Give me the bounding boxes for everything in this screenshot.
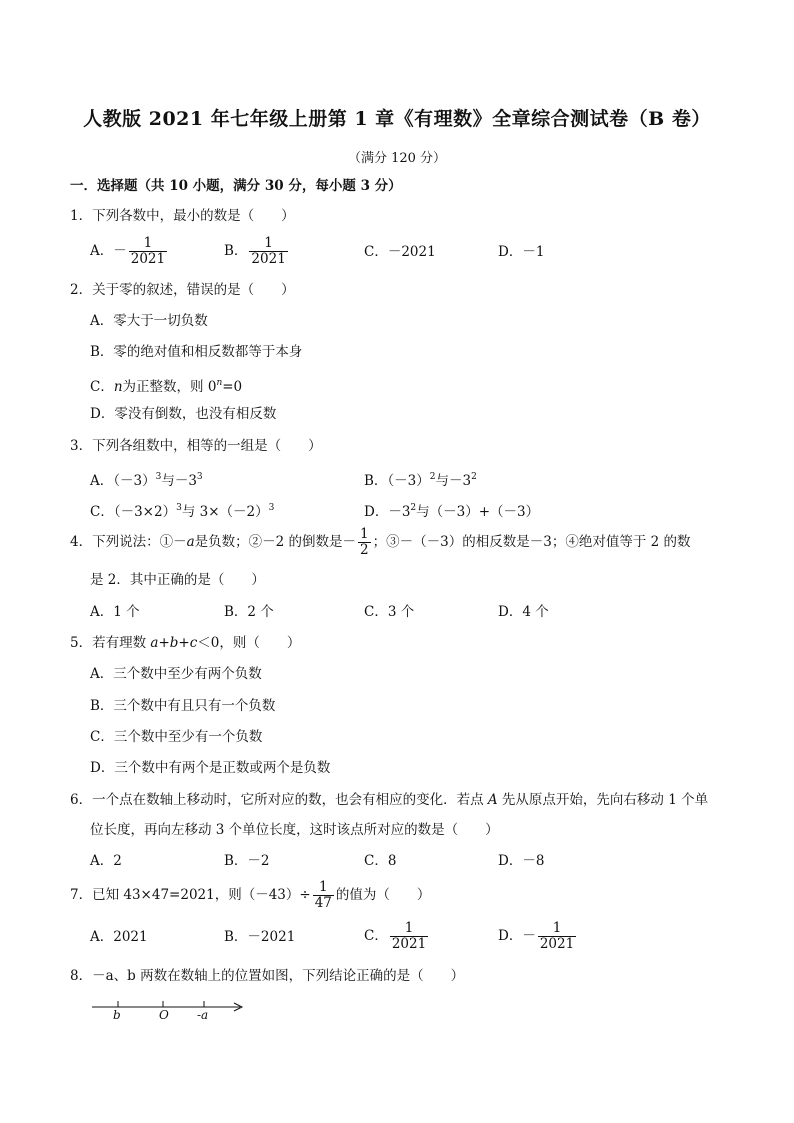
q3-c-2: 3 [176,503,182,513]
q2-option-c [90,374,242,396]
q1-a-label: A．－ [90,243,127,259]
axis-label-origin: O [159,1008,169,1022]
axis-label-neg-a: -a [197,1008,209,1022]
q7-stem-1: 7．已知 43×47=2021，则（－43）÷ [70,887,311,903]
q4-frac-num: 1 [360,526,369,542]
q5-option-d: D．三个数中有两个是正数或两个是负数 [90,760,331,776]
q1-a-num: 1 [129,236,167,252]
q1-b-label: B． [224,243,248,259]
q1-option-c: C．－2021 [364,244,436,260]
q3-c-4: 3 [268,503,275,513]
q7-stem [70,880,430,911]
q4-stem-line2: 是 2．其中正确的是（ ） [90,572,265,588]
q4-frac-den: 2 [360,542,369,558]
q1-a-fraction [129,236,167,267]
q2-c-mid: 为正整数，则 0 [122,379,217,395]
q4-stem-2: 是负数；②－2 的倒数是－ [194,534,357,550]
q3-option-c [90,499,274,521]
q6-stem-1: 6．一个点在数轴上移动时，它所对应的数，也会有相应的变化．若点 [70,792,488,808]
q4-option-a: A．1 个 [90,604,140,620]
q7-c-den: 2021 [391,936,427,952]
q2-option-d: D．零没有倒数，也没有相反数 [90,406,277,422]
q3-option-d [364,499,539,521]
q2-option-b: B．零的绝对值和相反数都等于本身 [90,344,303,360]
q1-option-b [224,236,290,267]
q4-option-c: C．3 个 [364,604,415,620]
q7-option-c [364,921,430,952]
q7-c-fraction [390,921,428,952]
q6-stem-var: A [487,792,498,808]
q8-stem: 8．－a、b 两数在数轴上的位置如图，下列结论正确的是（ ） [70,968,465,984]
q5-stem-expr: a+b+c [150,635,198,651]
q1-b-num: 1 [249,236,287,252]
q3-b-2: 2 [429,472,436,482]
q6-option-c: C．8 [364,853,397,869]
q7-d-fraction [538,921,576,952]
q3-a-1: A．（－3） [90,473,156,489]
q4-fraction [358,527,371,558]
q2-c-sup: n [216,378,223,388]
q7-fraction [313,880,334,911]
q3-b-1: B．（－3） [364,473,430,489]
q1-a-den: 2021 [130,251,166,267]
page-title: 人教版 2021 年七年级上册第 1 章《有理数》全章综合测试卷（B 卷） [83,108,711,130]
q3-a-2: 3 [155,472,162,482]
q4-option-d: D．4 个 [498,604,549,620]
q5-option-c: C．三个数中至少有一个负数 [90,729,263,745]
q6-option-a: A．2 [90,853,122,869]
q3-c-1: C．（－3×2） [90,504,177,520]
q2-c-suffix: =0 [222,379,243,395]
q5-stem-2: ＜0，则（ ） [197,635,301,651]
q2-c-var: n [113,379,123,395]
q1-option-d: D．－1 [498,244,545,260]
q2-option-a: A．零大于一切负数 [90,313,208,329]
q1-option-a [90,236,169,267]
q3-a-3: 与－3 [161,473,197,489]
q3-a-4: 3 [196,472,203,482]
q6-stem-line2: 位长度，再向左移动 3 个单位长度，这时该点所对应的数是（ ） [90,822,499,838]
q7-stem-2: 的值为（ ） [335,887,431,903]
q3-b-4: 2 [471,472,477,482]
q6-stem [70,791,708,809]
axis-label-b: b [113,1008,121,1022]
q3-c-3: 与 3×（－2） [181,504,269,520]
q7-d-num: 1 [538,921,576,937]
q7-d-label: D．－ [498,928,536,944]
q4-option-b: B．2 个 [224,604,274,620]
q7-frac-den: 47 [314,895,332,911]
q1-stem: 1．下列各数中，最小的数是（ ） [70,208,295,224]
q1-b-den: 2021 [251,251,286,267]
q7-c-num: 1 [390,921,428,937]
q6-stem-2: 先从原点开始，先向右移动 1 个单 [497,792,709,808]
q7-option-a: A．2021 [90,929,148,945]
q5-stem-1: 5．若有理数 [70,635,151,651]
q4-stem-var: a [186,534,195,550]
q4-stem-1: 4．下列说法：①－ [70,534,187,550]
q3-b-3: 与－3 [435,473,472,489]
q7-option-d [498,921,578,952]
q7-option-b: B．－2021 [224,929,296,945]
q5-option-b: B．三个数中有且只有一个负数 [90,698,276,714]
q5-option-a: A．三个数中至少有两个负数 [90,666,262,682]
q3-option-a [90,468,203,490]
q7-d-den: 2021 [539,936,575,952]
q7-c-label: C． [364,928,388,944]
q2-stem: 2．关于零的叙述，错误的是（ ） [70,282,295,298]
q3-stem: 3．下列各组数中，相等的一组是（ ） [70,438,322,454]
q7-frac-num: 1 [313,880,334,896]
page-subtitle: （满分 120 分） [347,151,447,166]
q4-stem-3: ；③－（－3）的相反数是－3；④绝对值等于 2 的数 [372,534,691,550]
q3-d-2: 2 [410,503,417,513]
section-heading: 一．选择题（共 10 小题，满分 30 分，每小题 3 分） [70,178,402,194]
q6-option-b: B．－2 [224,853,270,869]
q3-d-1: D．－3 [364,504,411,520]
q1-b-fraction [249,236,287,267]
q6-option-d: D．－8 [498,853,545,869]
q3-d-3: 与（－3）+（－3） [416,504,540,520]
q5-stem [70,634,300,652]
q2-c-prefix: C． [90,379,114,395]
q3-option-b [364,468,477,490]
q4-stem [70,527,691,558]
